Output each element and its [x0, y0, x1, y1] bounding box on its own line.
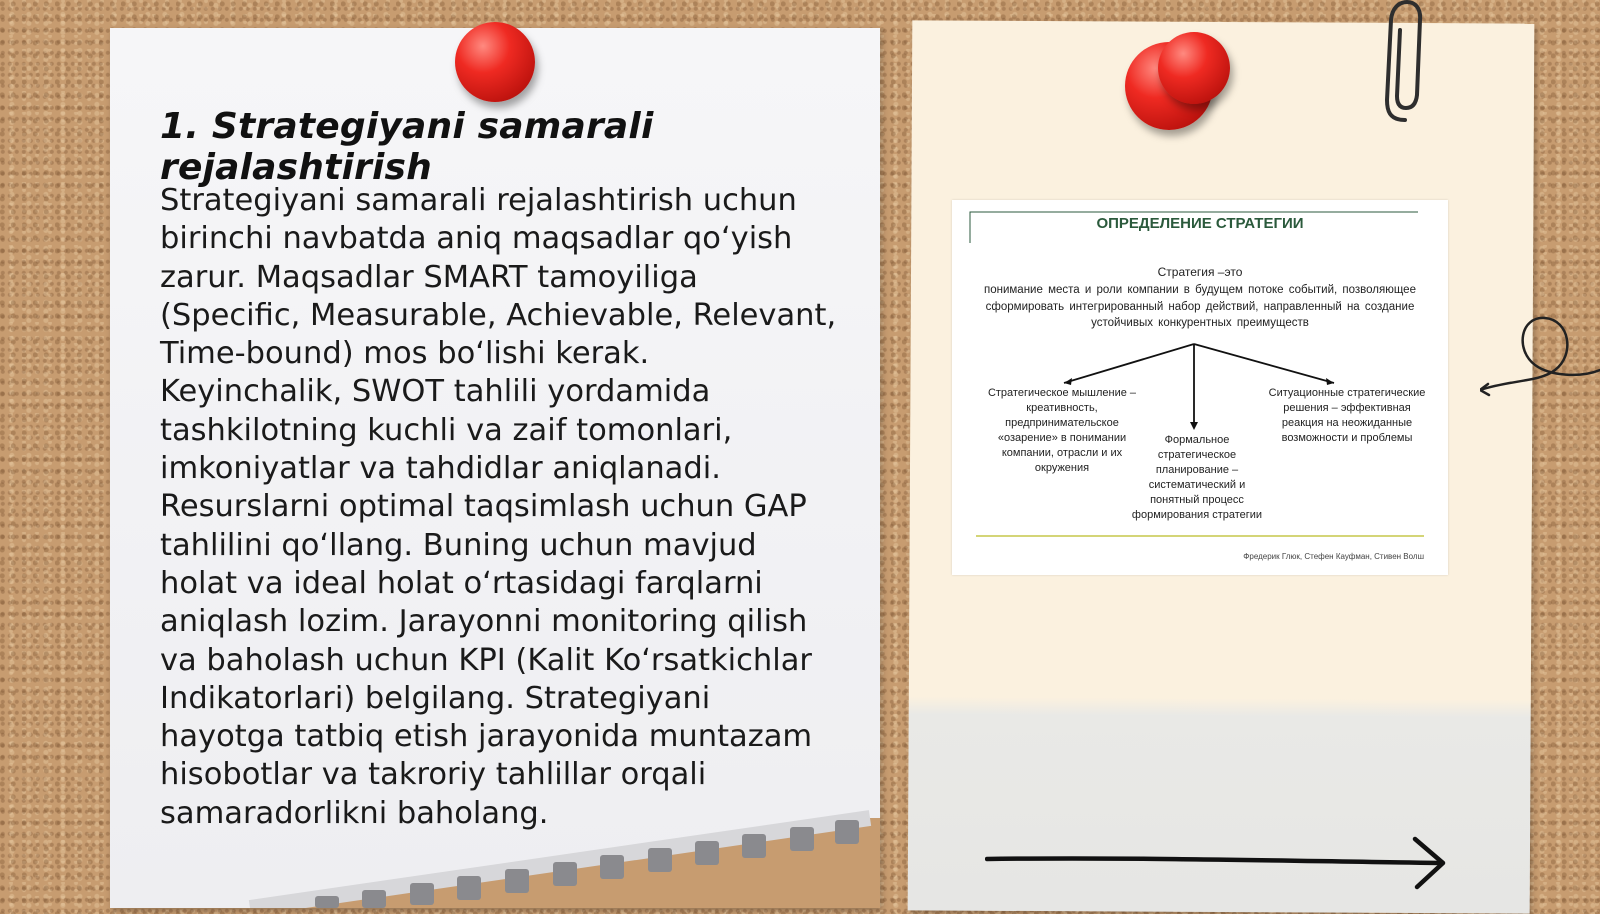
strategy-slide-image	[952, 200, 1448, 575]
slide-source-credit: Фредерик Глюк, Стефен Кауфман, Стивен Волш	[1243, 552, 1424, 561]
slide-branch-left: Стратегическое мышление – креативность, предпринимательское «озарение» в понимании компании, отрасли и их окружения	[987, 387, 1137, 474]
pushpin-icon	[455, 22, 535, 102]
slide-title: ОПРЕДЕЛЕНИЕ СТРАТЕГИИ	[1096, 215, 1304, 232]
slide-definition-text: понимание места и роли компании в будущем потоке событий, позволяющее сформировать интегрированный набор действий, направленный на создание устойчивых конкурентных преимуществ	[984, 284, 1416, 329]
swirl-arrow-icon	[1480, 310, 1600, 410]
torn-spiral-edge	[110, 778, 880, 908]
left-note-paper	[110, 28, 880, 908]
pushpin-icon	[1158, 32, 1230, 104]
slide-branch-right: Ситуационные стратегические решения – эффективная реакция на неожиданные возможности и проблемы	[1268, 387, 1426, 444]
slide-definition-heading: Стратегия –это	[1157, 265, 1243, 279]
arrow-right-icon	[985, 835, 1455, 895]
note-title: 1. Strategiyani samarali rejalashtirish	[160, 106, 654, 188]
paperclip-icon	[1375, 0, 1435, 130]
slide-branch-middle: Формальное стратегическое планирование – систематический и понятный процесс формирования стратегии	[1131, 434, 1263, 521]
note-body-text: Strategiyani samarali rejalashtirish uchun birinchi navbatda aniq maqsadlar qo‘yish zarur. Maqsadlar SMART tamoyiliga (Specific, Measurable, Achievable, Relevant, Time-bound) mos bo‘lishi kerak. Keyinchalik, SWOT tahlili yordamida tashkilotning kuchli va zaif tomonlari, imkoniyatlar va tahdidlar aniqlanadi. Resurslarni optimal taqsimlash uchun GAP tahlilini qo‘llang. Buning uchun mavjud holat va ideal holat o‘rtasidagi farqlarni aniqlash lozim. Jarayonni monitoring qilish va baholash uchun KPI (Kalit Ko‘rsatkichlar Indikatorlari) belgilang. Strategiyani hayotga tatbiq etish jarayonida muntazam hisobotlar va takroriy tahlillar orqali samaradorlikni baholang.	[160, 183, 837, 831]
